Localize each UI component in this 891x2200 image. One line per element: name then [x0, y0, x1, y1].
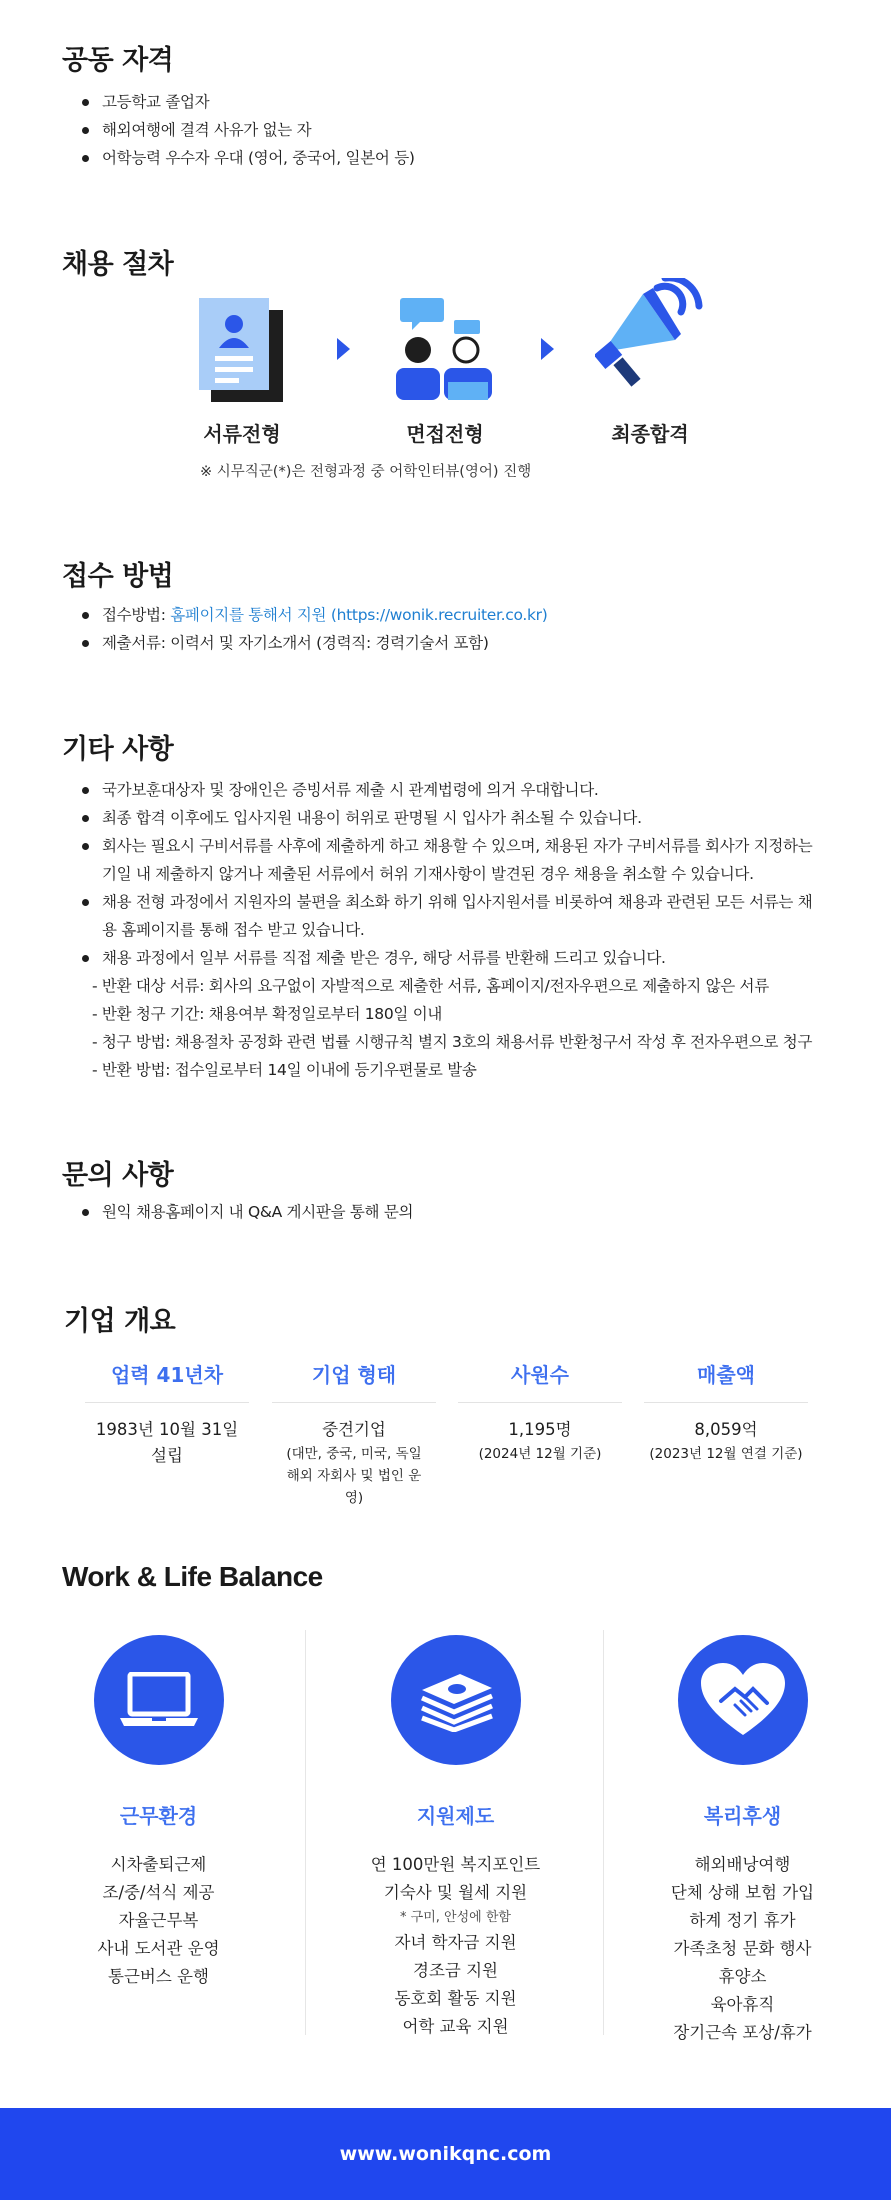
wlb-item: 해외배낭여행	[694, 1855, 791, 1874]
wlb-column-title: 지원제도	[416, 1804, 495, 1828]
overview-value: 1983년 10월 31일 설립	[95, 1420, 239, 1465]
overview-history	[85, 1357, 249, 1469]
wlb-item: 경조금 지원	[413, 1961, 498, 1980]
wlb-item: 자녀 학자금 지원	[394, 1933, 517, 1952]
overview-note: (2023년 12월 연결 기준)	[649, 1446, 803, 1462]
overview-value: 중견기업	[322, 1420, 386, 1439]
process-step-label: 서류전형	[203, 422, 281, 446]
wlb-item: 육아휴직	[710, 1995, 775, 2014]
footer-website-link[interactable]: www.wonikqnc.com	[339, 2143, 552, 2165]
wlb-item: 동호회 활동 지원	[394, 1989, 517, 2008]
overview-head: 업력 41년차	[85, 1357, 249, 1403]
overview-value: 8,059억	[694, 1420, 758, 1439]
overview-revenue	[644, 1357, 808, 1465]
sub-item: - 청구 방법: 채용절차 공정화 관련 법률 시행규칙 별지 3호의 채용서류 반환청구서 작성 후 전자우편으로 청구	[92, 1033, 813, 1051]
apply-list	[62, 601, 862, 657]
wlb-item: 사내 도서관 운영	[97, 1939, 220, 1958]
wlb-item: 단체 상해 보험 가입	[670, 1883, 815, 1902]
list-item: 어학능력 우수자 우대 (영어, 중국어, 일본어 등)	[62, 144, 842, 172]
section-title-etc: 기타 사항	[62, 734, 174, 765]
overview-value: 1,195명	[508, 1420, 572, 1439]
overview-head: 기업 형태	[272, 1357, 436, 1403]
wlb-item: 자율근무복	[118, 1911, 199, 1930]
overview-head: 사원수	[458, 1357, 622, 1403]
qualifications-list	[62, 88, 842, 172]
apply-homepage-link[interactable]: 홈페이지를 통해서 지원 (https://wonik.recruiter.co.kr)	[170, 606, 548, 624]
process-step-label: 면접전형	[406, 422, 484, 446]
section-title-apply: 접수 방법	[62, 561, 174, 592]
overview-note: (2024년 12월 기준)	[478, 1446, 602, 1462]
wlb-item: 장기근속 포상/휴가	[673, 2023, 812, 2042]
laptop-icon	[94, 1635, 224, 1765]
list-item: 고등학교 졸업자	[62, 88, 842, 116]
footer-bar	[0, 2108, 891, 2200]
list-item: 최종 합격 이후에도 입사지원 내용이 허위로 판명될 시 입사가 취소될 수 있습니다.	[62, 804, 814, 832]
megaphone-icon	[595, 278, 705, 390]
wlb-item: 하계 정기 휴가	[689, 1911, 796, 1930]
list-item: 채용 전형 과정에서 지원자의 불편을 최소화 하기 위해 입사지원서를 비롯하여 채용과 관련된 모든 서류는 채용 홈페이지를 통해 접수 받고 있습니다.	[62, 888, 814, 944]
section-title-qualifications: 공동 자격	[62, 45, 174, 76]
wlb-item: 어학 교육 지원	[402, 2017, 509, 2036]
wlb-item: 조/중/석식 제공	[102, 1883, 215, 1902]
list-item: 제출서류: 이력서 및 자기소개서 (경력직: 경력기술서 포함)	[62, 629, 862, 657]
wlb-item: 통근버스 운행	[108, 1967, 209, 1986]
interview-people-icon	[392, 298, 496, 402]
list-item: 해외여행에 결격 사유가 없는 자	[62, 116, 842, 144]
sub-item: - 반환 청구 기간: 채용여부 확정일로부터 180일 이내	[92, 1005, 443, 1023]
wlb-item: 휴양소	[718, 1967, 767, 1986]
overview-type	[272, 1357, 436, 1509]
sub-item: - 반환 대상 서류: 회사의 요구없이 자발적으로 제출한 서류, 홈페이지/전자우편으로 제출하지 않은 서류	[92, 977, 769, 995]
wlb-item: 연 100만원 복지포인트	[370, 1855, 541, 1874]
wlb-item: 시차출퇴근제	[110, 1855, 207, 1874]
section-title-process: 채용 절차	[62, 249, 174, 280]
process-note: ※ 시무직군(*)은 전형과정 중 어학인터뷰(영어) 진행	[200, 464, 532, 480]
etc-list	[62, 776, 814, 972]
list-item: 국가보훈대상자 및 장애인은 증빙서류 제출 시 관계법령에 의거 우대합니다.	[62, 776, 814, 804]
wlb-work-environment	[10, 1635, 307, 1991]
sub-item: - 반환 방법: 접수일로부터 14일 이내에 등기우편물로 발송	[92, 1061, 477, 1079]
wlb-item: 가족초청 문화 행사	[673, 1939, 812, 1958]
money-stack-icon	[391, 1635, 521, 1765]
section-title-wlb: Work & Life Balance	[62, 1561, 323, 1592]
list-item: 채용 과정에서 일부 서류를 직접 제출 받은 경우, 해당 서류를 반환해 드리고 있습니다.	[62, 944, 814, 972]
process-arrow-icon	[337, 338, 350, 360]
list-item: 원익 채용홈페이지 내 Q&A 게시판을 통해 문의	[62, 1198, 842, 1226]
wlb-column-title: 복리후생	[703, 1804, 782, 1828]
process-step-label: 최종합격	[611, 422, 689, 446]
apply-method-label: 접수방법:	[102, 606, 171, 624]
process-arrow-icon	[541, 338, 554, 360]
wlb-support	[307, 1635, 604, 2041]
wlb-item: 기숙사 및 월세 지원	[383, 1883, 528, 1902]
wlb-item-note: * 구미, 안성에 한함	[400, 1910, 511, 1925]
etc-sublist	[62, 972, 862, 1084]
wlb-welfare	[594, 1635, 891, 2047]
heart-handshake-icon	[678, 1635, 808, 1765]
inquiry-list	[62, 1198, 842, 1226]
section-title-overview: 기업 개요	[64, 1306, 176, 1337]
wlb-column-title: 근무환경	[119, 1804, 198, 1828]
document-profile-icon	[199, 298, 285, 402]
overview-employees	[458, 1357, 622, 1465]
section-title-inquiry: 문의 사항	[62, 1160, 174, 1191]
list-item	[62, 601, 862, 629]
overview-note: (대만, 중국, 미국, 독일 해외 자회사 및 법인 운영)	[286, 1446, 422, 1506]
overview-head: 매출액	[644, 1357, 808, 1403]
list-item: 회사는 필요시 구비서류를 사후에 제출하게 하고 채용할 수 있으며, 채용된 자가 구비서류를 회사가 지정하는 기일 내 제출하지 않거나 제출된 서류에서 허위 기재사항이 발견된 경우 채용을 취소할 수 있습니다.	[62, 832, 814, 888]
